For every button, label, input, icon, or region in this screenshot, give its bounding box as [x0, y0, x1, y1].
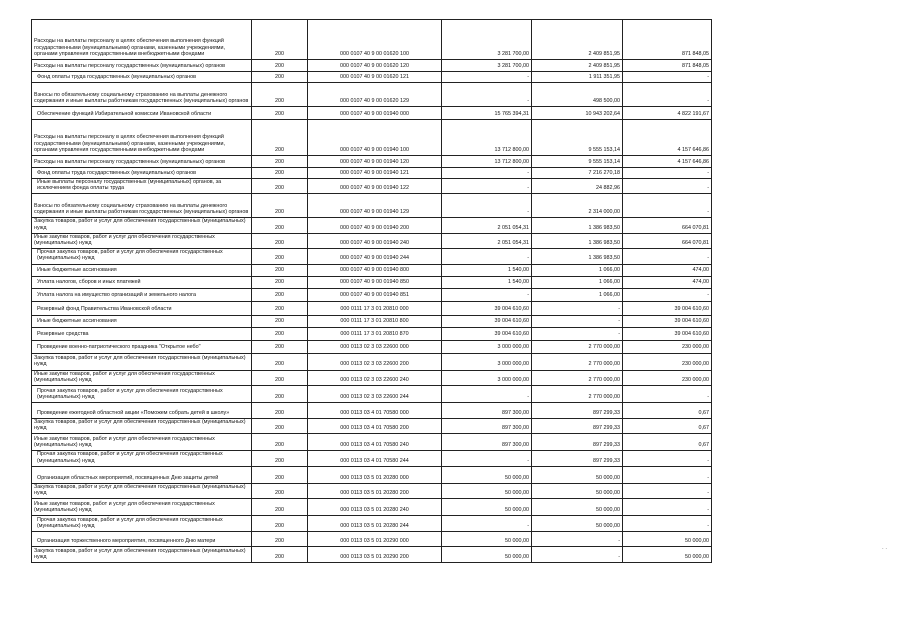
row-name-cell: Закупка товаров, работ и услуг для обеспечения государственных (муниципальных) нужд: [32, 419, 252, 434]
row-code-cell: 200: [252, 179, 308, 194]
row-kbk-cell: 000 0107 40 9 00 01620 121: [308, 72, 442, 83]
row-approved-cell: 1 540,00: [442, 264, 532, 276]
row-kbk-cell: 000 0113 03 5 01 20280 240: [308, 499, 442, 516]
row-approved-cell: 50 000,00: [442, 483, 532, 498]
row-unexecuted-cell: 230 000,00: [623, 340, 712, 353]
row-kbk-cell: 000 0111 17 3 01 20810 800: [308, 315, 442, 327]
row-unexecuted-cell: 39 004 610,60: [623, 315, 712, 327]
row-unexecuted-cell: -: [623, 288, 712, 301]
row-code-cell: 200: [252, 107, 308, 120]
row-approved-cell: -: [442, 179, 532, 194]
row-executed-cell: 897 299,33: [532, 403, 623, 419]
row-executed-cell: 2 770 000,00: [532, 370, 623, 385]
row-approved-cell: 2 051 054,31: [442, 233, 532, 248]
table-row: [32, 340, 712, 353]
table-row: [32, 194, 712, 218]
table-row: [32, 483, 712, 498]
row-name-cell: Фонд оплаты труда государственных (муниципальных) органов: [32, 72, 252, 83]
row-executed-cell: 2 770 000,00: [532, 340, 623, 353]
row-executed-cell: 1 911 351,95: [532, 72, 623, 83]
row-approved-cell: 897 300,00: [442, 434, 532, 451]
row-code-cell: 200: [252, 301, 308, 315]
row-unexecuted-cell: 0,67: [623, 403, 712, 419]
row-code-cell: 200: [252, 72, 308, 83]
row-approved-cell: 13 712 800,00: [442, 120, 532, 156]
row-approved-cell: 3 000 000,00: [442, 353, 532, 370]
row-unexecuted-cell: 230 000,00: [623, 370, 712, 385]
table-row: [32, 370, 712, 385]
row-approved-cell: -: [442, 83, 532, 107]
row-name-cell: Прочая закупка товаров, работ и услуг для обеспечения государственных (муниципальных) нужд: [32, 249, 252, 264]
row-executed-cell: -: [532, 315, 623, 327]
row-executed-cell: 1 066,00: [532, 264, 623, 276]
row-name-cell: Расходы на выплаты персоналу государственных (муниципальных) органов: [32, 156, 252, 168]
table-row: [32, 288, 712, 301]
row-unexecuted-cell: -: [623, 499, 712, 516]
row-code-cell: 200: [252, 194, 308, 218]
row-name-cell: Иные закупки товаров, работ и услуг для обеспечения государственных (муниципальных) нужд: [32, 434, 252, 451]
row-kbk-cell: 000 0107 40 9 00 01940 129: [308, 194, 442, 218]
row-name-cell: Иные закупки товаров, работ и услуг для обеспечения государственных (муниципальных) нужд: [32, 499, 252, 516]
row-unexecuted-cell: 474,00: [623, 264, 712, 276]
row-approved-cell: 3 000 000,00: [442, 370, 532, 385]
table-row: [32, 179, 712, 194]
row-unexecuted-cell: 230 000,00: [623, 353, 712, 370]
row-name-cell: Расходы на выплаты персоналу государственных (муниципальных) органов: [32, 60, 252, 72]
row-unexecuted-cell: -: [623, 72, 712, 83]
row-name-cell: Фонд оплаты труда государственных (муниципальных) органов: [32, 168, 252, 179]
table-row: [32, 327, 712, 340]
table-row: [32, 249, 712, 264]
row-approved-cell: -: [442, 168, 532, 179]
row-approved-cell: -: [442, 386, 532, 403]
row-kbk-cell: 000 0113 03 4 01 70580 000: [308, 403, 442, 419]
row-name-cell: Закупка товаров, работ и услуг для обеспечения государственных (муниципальных) нужд: [32, 547, 252, 563]
table-row: [32, 466, 712, 483]
row-unexecuted-cell: -: [623, 249, 712, 264]
row-name-cell: Резервный фонд Правительства Ивановской области: [32, 301, 252, 315]
row-unexecuted-cell: -: [623, 179, 712, 194]
row-name-cell: Закупка товаров, работ и услуг для обеспечения государственных (муниципальных) нужд: [32, 483, 252, 498]
row-approved-cell: 1 540,00: [442, 276, 532, 288]
report-sheet: [31, 19, 712, 563]
row-approved-cell: 3 281 700,00: [442, 60, 532, 72]
row-executed-cell: -: [532, 327, 623, 340]
row-approved-cell: 13 712 800,00: [442, 156, 532, 168]
row-executed-cell: 2 770 000,00: [532, 353, 623, 370]
row-kbk-cell: 000 0111 17 3 01 20810 000: [308, 301, 442, 315]
row-unexecuted-cell: -: [623, 386, 712, 403]
row-kbk-cell: 000 0113 02 3 03 22600 000: [308, 340, 442, 353]
row-approved-cell: 50 000,00: [442, 466, 532, 483]
table-row: [32, 451, 712, 466]
row-executed-cell: 50 000,00: [532, 483, 623, 498]
row-unexecuted-cell: 664 070,81: [623, 233, 712, 248]
row-executed-cell: 1 386 983,50: [532, 218, 623, 233]
row-name-cell: Закупка товаров, работ и услуг для обеспечения государственных (муниципальных) нужд: [32, 353, 252, 370]
row-kbk-cell: 000 0107 40 9 00 01940 850: [308, 276, 442, 288]
row-kbk-cell: 000 0107 40 9 00 01940 120: [308, 156, 442, 168]
row-name-cell: Иные бюджетные ассигнования: [32, 264, 252, 276]
row-name-cell: Иные закупки товаров, работ и услуг для обеспечения государственных (муниципальных) нужд: [32, 233, 252, 248]
row-code-cell: 200: [252, 532, 308, 547]
row-name-cell: Иные закупки товаров, работ и услуг для обеспечения государственных (муниципальных) нужд: [32, 370, 252, 385]
row-approved-cell: 2 051 054,31: [442, 218, 532, 233]
row-code-cell: 200: [252, 218, 308, 233]
row-unexecuted-cell: 474,00: [623, 276, 712, 288]
row-executed-cell: 9 555 153,14: [532, 156, 623, 168]
table-body: [32, 20, 712, 563]
row-unexecuted-cell: 4 157 646,86: [623, 120, 712, 156]
row-executed-cell: 1 066,00: [532, 276, 623, 288]
row-unexecuted-cell: -: [623, 168, 712, 179]
row-executed-cell: 2 409 851,95: [532, 20, 623, 60]
row-approved-cell: -: [442, 516, 532, 532]
row-unexecuted-cell: -: [623, 194, 712, 218]
row-code-cell: 200: [252, 233, 308, 248]
scan-marks: . .: [881, 545, 887, 551]
row-executed-cell: 897 299,33: [532, 451, 623, 466]
row-code-cell: 200: [252, 168, 308, 179]
row-code-cell: 200: [252, 327, 308, 340]
row-code-cell: 200: [252, 276, 308, 288]
row-code-cell: 200: [252, 483, 308, 498]
table-row: [32, 168, 712, 179]
row-unexecuted-cell: 4 157 646,86: [623, 156, 712, 168]
row-kbk-cell: 000 0107 40 9 00 01940 800: [308, 264, 442, 276]
row-name-cell: Расходы на выплаты персоналу в целях обеспечения выполнения функций государственными (муниципальными) органами, казенными учреждениями, органами управления государственными внебюджетными фондами: [32, 120, 252, 156]
table-row: [32, 315, 712, 327]
row-kbk-cell: 000 0113 03 5 01 20290 200: [308, 547, 442, 563]
row-kbk-cell: 000 0107 40 9 00 01940 851: [308, 288, 442, 301]
row-code-cell: 200: [252, 547, 308, 563]
row-code-cell: 200: [252, 120, 308, 156]
row-approved-cell: 39 004 610,60: [442, 301, 532, 315]
row-name-cell: Взносы по обязательному социальному страхованию на выплаты денежного содержания и иные выплаты работникам государственных (муниципальных) органов: [32, 194, 252, 218]
row-approved-cell: -: [442, 451, 532, 466]
table-row: [32, 419, 712, 434]
row-unexecuted-cell: -: [623, 83, 712, 107]
row-executed-cell: 9 555 153,14: [532, 120, 623, 156]
row-executed-cell: 50 000,00: [532, 499, 623, 516]
row-kbk-cell: 000 0107 40 9 00 01940 000: [308, 107, 442, 120]
row-executed-cell: 24 882,96: [532, 179, 623, 194]
row-kbk-cell: 000 0113 03 4 01 70580 200: [308, 419, 442, 434]
row-kbk-cell: 000 0113 03 5 01 20280 200: [308, 483, 442, 498]
row-kbk-cell: 000 0107 40 9 00 01940 100: [308, 120, 442, 156]
row-approved-cell: 897 300,00: [442, 419, 532, 434]
table-row: [32, 264, 712, 276]
row-executed-cell: -: [532, 301, 623, 315]
row-approved-cell: 15 765 394,31: [442, 107, 532, 120]
row-kbk-cell: 000 0113 02 3 03 22600 200: [308, 353, 442, 370]
table-row: [32, 499, 712, 516]
row-approved-cell: -: [442, 194, 532, 218]
row-code-cell: 200: [252, 403, 308, 419]
row-code-cell: 200: [252, 499, 308, 516]
row-name-cell: Проведение военно-патриотического праздника "Открытое небо": [32, 340, 252, 353]
row-code-cell: 200: [252, 370, 308, 385]
row-name-cell: Иные бюджетные ассигнования: [32, 315, 252, 327]
row-executed-cell: 897 299,33: [532, 434, 623, 451]
row-kbk-cell: 000 0107 40 9 00 01940 122: [308, 179, 442, 194]
row-kbk-cell: 000 0111 17 3 01 20810 870: [308, 327, 442, 340]
row-unexecuted-cell: -: [623, 466, 712, 483]
row-code-cell: 200: [252, 249, 308, 264]
row-kbk-cell: 000 0113 03 5 01 20290 000: [308, 532, 442, 547]
row-executed-cell: 2 770 000,00: [532, 386, 623, 403]
row-name-cell: Обеспечение функций Избирательной комиссии Ивановской области: [32, 107, 252, 120]
row-code-cell: 200: [252, 434, 308, 451]
row-kbk-cell: 000 0113 02 3 03 22600 240: [308, 370, 442, 385]
row-approved-cell: 50 000,00: [442, 499, 532, 516]
row-executed-cell: 10 943 202,64: [532, 107, 623, 120]
table-row: [32, 83, 712, 107]
row-code-cell: 200: [252, 386, 308, 403]
row-unexecuted-cell: 664 070,81: [623, 218, 712, 233]
row-approved-cell: 39 004 610,60: [442, 315, 532, 327]
table-row: [32, 547, 712, 563]
table-row: [32, 20, 712, 60]
row-kbk-cell: 000 0107 40 9 00 01940 240: [308, 233, 442, 248]
row-unexecuted-cell: 0,67: [623, 434, 712, 451]
row-approved-cell: 3 000 000,00: [442, 340, 532, 353]
row-code-cell: 200: [252, 156, 308, 168]
row-approved-cell: -: [442, 288, 532, 301]
table-row: [32, 516, 712, 532]
row-code-cell: 200: [252, 20, 308, 60]
table-row: [32, 353, 712, 370]
row-kbk-cell: 000 0107 40 9 00 01940 200: [308, 218, 442, 233]
row-kbk-cell: 000 0107 40 9 00 01620 120: [308, 60, 442, 72]
row-name-cell: Расходы на выплаты персоналу в целях обеспечения выполнения функций государственными (муниципальными) органами, казенными учреждениями, органами управления государственными внебюджетными фондами: [32, 20, 252, 60]
row-kbk-cell: 000 0107 40 9 00 01940 121: [308, 168, 442, 179]
row-code-cell: 200: [252, 340, 308, 353]
row-executed-cell: 1 386 983,50: [532, 249, 623, 264]
row-code-cell: 200: [252, 60, 308, 72]
budget-execution-table: [31, 19, 712, 563]
row-unexecuted-cell: 0,67: [623, 419, 712, 434]
row-executed-cell: 1 066,00: [532, 288, 623, 301]
row-unexecuted-cell: 871 848,05: [623, 60, 712, 72]
row-kbk-cell: 000 0113 03 4 01 70580 240: [308, 434, 442, 451]
row-unexecuted-cell: 50 000,00: [623, 532, 712, 547]
row-name-cell: Проведение ежегодной областной акции «Поможем собрать детей в школу»: [32, 403, 252, 419]
row-approved-cell: 3 281 700,00: [442, 20, 532, 60]
row-executed-cell: 50 000,00: [532, 516, 623, 532]
row-code-cell: 200: [252, 83, 308, 107]
row-code-cell: 200: [252, 516, 308, 532]
table-row: [32, 403, 712, 419]
row-code-cell: 200: [252, 451, 308, 466]
row-name-cell: Уплата налогов, сборов и иных платежей: [32, 276, 252, 288]
row-name-cell: Прочая закупка товаров, работ и услуг для обеспечения государственных (муниципальных) нужд: [32, 386, 252, 403]
row-approved-cell: 897 300,00: [442, 403, 532, 419]
table-row: [32, 386, 712, 403]
row-executed-cell: 2 409 851,95: [532, 60, 623, 72]
row-kbk-cell: 000 0113 02 3 03 22600 244: [308, 386, 442, 403]
row-approved-cell: -: [442, 249, 532, 264]
row-kbk-cell: 000 0113 03 4 01 70580 244: [308, 451, 442, 466]
table-row: [32, 301, 712, 315]
row-code-cell: 200: [252, 288, 308, 301]
row-approved-cell: -: [442, 72, 532, 83]
row-unexecuted-cell: 871 848,05: [623, 20, 712, 60]
row-executed-cell: 2 314 000,00: [532, 194, 623, 218]
row-kbk-cell: 000 0107 40 9 00 01620 100: [308, 20, 442, 60]
row-code-cell: 200: [252, 419, 308, 434]
row-name-cell: Взносы по обязательному социальному страхованию на выплаты денежного содержания и иные выплаты работникам государственных (муниципальных) органов: [32, 83, 252, 107]
row-code-cell: 200: [252, 264, 308, 276]
row-unexecuted-cell: -: [623, 451, 712, 466]
row-unexecuted-cell: 39 004 610,60: [623, 327, 712, 340]
row-executed-cell: 50 000,00: [532, 466, 623, 483]
row-approved-cell: 50 000,00: [442, 532, 532, 547]
row-code-cell: 200: [252, 466, 308, 483]
table-row: [32, 120, 712, 156]
table-row: [32, 60, 712, 72]
row-name-cell: Уплата налога на имущество организаций и земельного налога: [32, 288, 252, 301]
row-unexecuted-cell: 4 822 191,67: [623, 107, 712, 120]
row-kbk-cell: 000 0113 03 5 01 20280 244: [308, 516, 442, 532]
row-unexecuted-cell: 50 000,00: [623, 547, 712, 563]
table-row: [32, 107, 712, 120]
table-row: [32, 218, 712, 233]
row-unexecuted-cell: -: [623, 516, 712, 532]
row-name-cell: Организация областных мероприятий, посвященных Дню защиты детей: [32, 466, 252, 483]
row-executed-cell: -: [532, 532, 623, 547]
row-unexecuted-cell: -: [623, 483, 712, 498]
row-kbk-cell: 000 0107 40 9 00 01940 244: [308, 249, 442, 264]
table-row: [32, 72, 712, 83]
table-row: [32, 532, 712, 547]
row-code-cell: 200: [252, 353, 308, 370]
table-row: [32, 434, 712, 451]
row-unexecuted-cell: 39 004 610,60: [623, 301, 712, 315]
row-approved-cell: 39 004 610,60: [442, 327, 532, 340]
row-executed-cell: 897 299,33: [532, 419, 623, 434]
table-row: [32, 233, 712, 248]
row-name-cell: Прочая закупка товаров, работ и услуг для обеспечения государственных (муниципальных) нужд: [32, 451, 252, 466]
row-name-cell: Резервные средства: [32, 327, 252, 340]
row-executed-cell: 1 386 983,50: [532, 233, 623, 248]
row-kbk-cell: 000 0113 03 5 01 20280 000: [308, 466, 442, 483]
row-approved-cell: 50 000,00: [442, 547, 532, 563]
table-row: [32, 276, 712, 288]
row-code-cell: 200: [252, 315, 308, 327]
row-executed-cell: 498 500,00: [532, 83, 623, 107]
row-executed-cell: 7 216 270,18: [532, 168, 623, 179]
row-name-cell: Закупка товаров, работ и услуг для обеспечения государственных (муниципальных) нужд: [32, 218, 252, 233]
row-name-cell: Прочая закупка товаров, работ и услуг для обеспечения государственных (муниципальных) нужд: [32, 516, 252, 532]
row-name-cell: Иные выплаты персоналу государственных (муниципальных) органов, за исключением фонда оплаты труда: [32, 179, 252, 194]
row-executed-cell: -: [532, 547, 623, 563]
row-name-cell: Организация торжественного мероприятия, посвященного Дню матери: [32, 532, 252, 547]
table-row: [32, 156, 712, 168]
row-kbk-cell: 000 0107 40 9 00 01620 129: [308, 83, 442, 107]
